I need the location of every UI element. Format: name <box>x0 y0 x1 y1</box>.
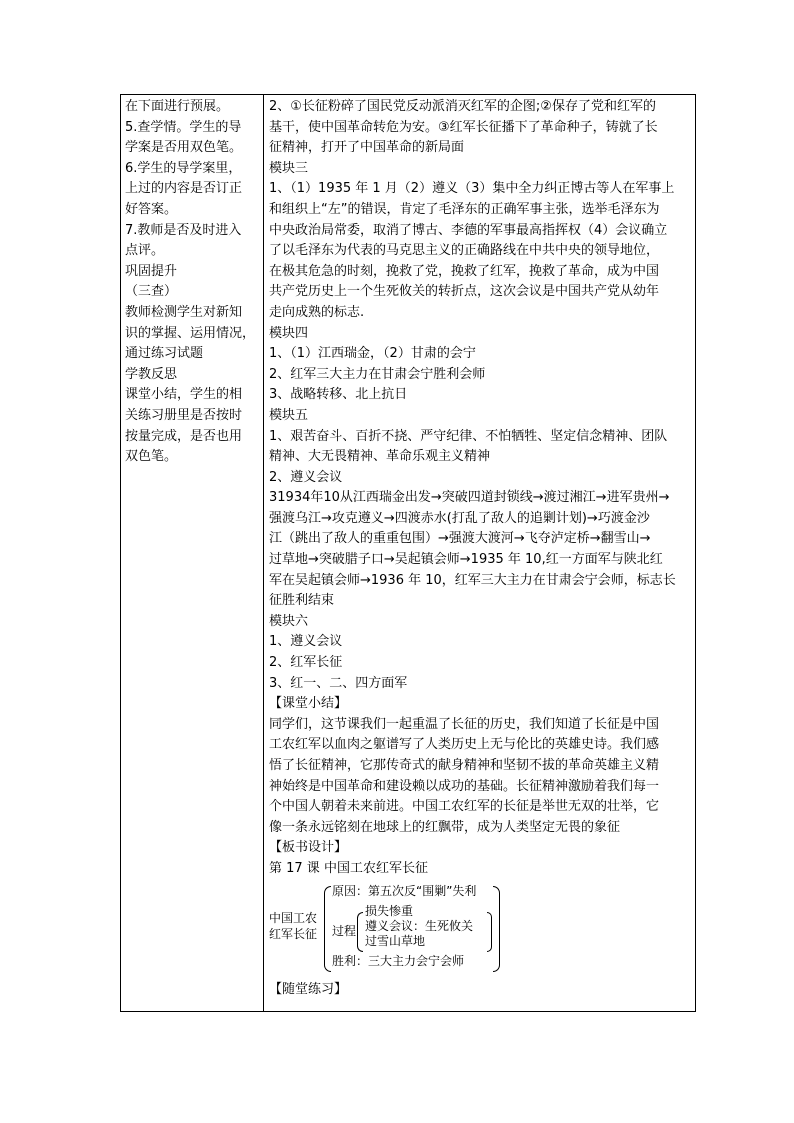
right-line: 模块三 <box>269 160 309 176</box>
right-line: 2、遵义会议 <box>269 469 343 485</box>
right-lines <box>269 97 693 880</box>
board-loss: 损失惨重 <box>365 903 414 918</box>
right-line: 【课堂小结】 <box>269 696 348 712</box>
right-line: 中央政治局常委，取消了博古、李德的军事最高指挥权（4）会议确立 <box>269 222 668 238</box>
right-line: 1、（1）1935 年 1 月（2）遵义（3）集中全力纠正博古等人在军事上 <box>269 181 675 197</box>
left-line: 巩固提升 <box>125 263 178 279</box>
right-line: 第 17 课 中国工农红军长征 <box>269 860 428 876</box>
left-line: 7.教师是否及时进入 <box>125 222 242 238</box>
right-line: 精神、大无畏精神、革命乐观主义精神 <box>269 449 491 465</box>
right-line: 1、（1）江西瑞金，（2）甘肃的会宁 <box>269 346 476 362</box>
right-line: 了以毛泽东为代表的马克思主义的正确路线在中共中央的领导地位， <box>269 243 660 259</box>
small-bracket-right <box>487 912 492 952</box>
left-line: 点评。 <box>125 243 165 259</box>
left-line: 5.查学情。学生的导 <box>125 119 242 135</box>
right-line: 1、艰苦奋斗、百折不挠、严守纪律、不怕牺牲、坚定信念精神、团队 <box>269 428 668 444</box>
left-line: 双色笔。 <box>125 449 178 465</box>
left-line: 关练习册里是否按时 <box>125 407 243 423</box>
big-bracket-right <box>493 886 500 972</box>
right-line: 军在吴起镇会师→1936 年 10，红军三大主力在甘肃会宁会师，标志长 <box>269 572 676 588</box>
right-line: 模块四 <box>269 325 309 341</box>
right-line: 模块五 <box>269 407 309 423</box>
left-line: 教师检测学生对新知 <box>125 304 243 320</box>
left-line: （三查） <box>125 284 178 300</box>
left-line: 学教反思 <box>125 366 178 382</box>
left-line: 识的掌握、运用情况， <box>125 325 256 341</box>
board-design <box>269 882 693 978</box>
right-line: 江（跳出了敌人的重重包围）→强渡大渡河→飞夺泸定桥→翻雪山→ <box>269 531 651 547</box>
board-victory: 胜利：三大主力会宁会师 <box>332 953 465 968</box>
small-bracket-left <box>357 912 363 952</box>
board-process: 过程 <box>332 923 357 938</box>
right-line: 工农红军以血肉之躯谱写了人类历史上无与伦比的英雄史诗。我们感 <box>269 737 660 753</box>
board-title-line: 红军长征 <box>269 926 318 941</box>
right-line: 征胜利结束 <box>269 593 335 609</box>
right-line: 个中国人朝着未来前进。中国工农红军的长征是举世无双的壮举，它 <box>269 799 660 815</box>
right-line: 31934年10从江西瑞金出发→突破四道封锁线→渡过湘江→进军贵州→ <box>269 490 670 506</box>
left-line: 通过练习试题 <box>125 346 204 362</box>
right-line: 强渡乌江→攻克遵义→四渡赤水(打乱了敌人的追剿计划)→巧渡金沙 <box>269 510 650 526</box>
right-line: 在极其危急的时刻，挽救了党，挽救了红军，挽救了革命，成为中国 <box>269 263 660 279</box>
board-zunyi: 遵义会议：生死攸关 <box>365 918 474 933</box>
big-bracket-left <box>324 886 331 972</box>
left-line: 上过的内容是否订正 <box>125 181 243 197</box>
board-title <box>269 910 325 942</box>
left-line: 好答案。 <box>125 201 178 217</box>
left-line: 在下面进行预展。 <box>125 99 230 114</box>
right-line: 3、战略转移、北上抗日 <box>269 387 408 403</box>
right-line: 过草地→突破腊子口→吴起镇会师→1935 年 10,红一方面军与陕北红 <box>269 552 663 568</box>
right-line: 2、①长征粉碎了国民党反动派消灭红军的企图;②保存了党和红军的 <box>269 99 656 114</box>
column-divider <box>263 95 264 1011</box>
board-snow: 过雪山草地 <box>365 933 426 948</box>
right-line: 悟了长征精神，它那传奇式的献身精神和坚韧不拔的革命英雄主义精 <box>269 758 660 773</box>
right-line: 【板书设计】 <box>269 840 348 856</box>
right-line: 和组织上“左”的错误，肯定了毛泽东的正确军事主张，选举毛泽东为 <box>269 201 660 217</box>
right-line: 征精神，打开了中国革命的新局面 <box>269 140 465 156</box>
right-line: 1、遵义会议 <box>269 634 343 650</box>
right-line: 像一条永远铭刻在地球上的红飘带，成为人类坚定无畏的象征 <box>269 819 621 835</box>
left-line: 课堂小结，学生的相 <box>125 387 243 403</box>
board-title-line: 中国工农 <box>269 910 318 925</box>
right-line: 2、红军长征 <box>269 655 343 671</box>
left-line: 6.学生的导学案里， <box>125 160 242 176</box>
right-line: 神始终是中国革命和建设赖以成功的基础。长征精神激励着我们每一 <box>269 778 660 794</box>
practice-heading: 【随堂练习】 <box>269 981 348 997</box>
right-line: 走向成熟的标志. <box>269 304 365 320</box>
left-line: 按量完成，是否也用 <box>125 428 243 444</box>
right-line: 同学们，这节课我们一起重温了长征的历史，我们知道了长征是中国 <box>269 716 660 732</box>
right-line: 共产党历史上一个生死攸关的转折点，这次会议是中国共产党从幼年 <box>269 284 660 300</box>
lesson-table <box>120 94 696 1012</box>
right-column <box>269 97 693 1000</box>
board-cause: 原因：第五次反“围剿”失利 <box>332 883 477 898</box>
right-line: 模块六 <box>269 613 309 629</box>
left-column <box>125 97 261 468</box>
right-line: 3、红一、二、四方面军 <box>269 675 408 691</box>
right-line: 基干，使中国革命转危为安。③红军长征播下了革命种子，铸就了长 <box>269 119 658 135</box>
left-line: 学案是否用双色笔。 <box>125 140 243 156</box>
right-line: 2、红军三大主力在甘肃会宁胜利会师 <box>269 366 486 382</box>
